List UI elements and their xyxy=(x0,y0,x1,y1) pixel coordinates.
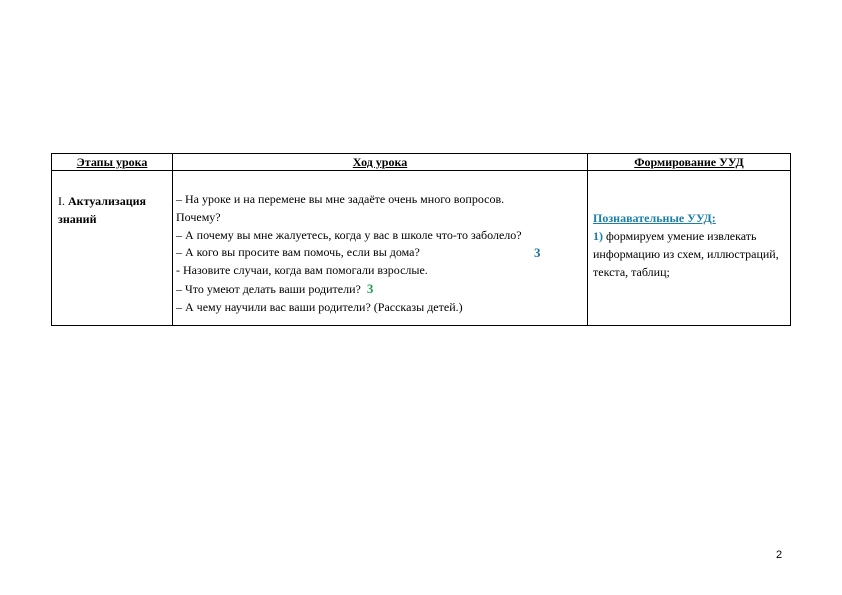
stage-cell xyxy=(52,171,173,326)
lesson-flow-cell xyxy=(173,171,588,326)
flow-line-text: – На уроке и на перемене вы мне задаёте очень много вопросов. xyxy=(176,192,505,206)
blue-mark: 3 xyxy=(534,245,541,261)
header-stages: Этапы урока xyxy=(52,154,173,171)
uud-item-text: формируем умение извлекать информацию из схем, иллюстраций, текста, таблиц; xyxy=(593,229,779,279)
flow-line xyxy=(176,209,584,227)
stage-number: I. xyxy=(58,194,65,208)
flow-line xyxy=(176,244,584,262)
table-header-row xyxy=(52,154,791,171)
lesson-table xyxy=(51,153,791,326)
stage-name: Актуализация знаний xyxy=(58,194,147,226)
flow-line-text: – А чему научили вас ваши родители? (Рассказы детей.) xyxy=(176,299,463,314)
flow-line xyxy=(176,262,584,280)
header-uud: Формирование УУД xyxy=(588,154,791,171)
flow-line xyxy=(176,191,584,209)
uud-cell xyxy=(588,171,791,326)
flow-line xyxy=(176,280,584,299)
flow-line-text: – Что умеют делать ваши родители? xyxy=(176,281,361,296)
uud-item xyxy=(593,227,786,281)
uud-item-number: 1) xyxy=(593,229,603,243)
flow-line xyxy=(176,227,584,245)
flow-line-text: - Назовите случаи, когда вам помогали взрослые. xyxy=(176,263,428,278)
green-mark: 3 xyxy=(366,280,374,296)
flow-line-text: – А кого вы просите вам помочь, если вы дома? xyxy=(176,245,420,260)
header-lesson-flow: Ход урока xyxy=(173,154,588,171)
flow-line-text: Почему? xyxy=(176,209,221,224)
flow-line xyxy=(176,299,584,317)
flow-line-text: – А почему вы мне жалуетесь, когда у вас в школе что-то заболело? xyxy=(176,227,522,242)
page-number: 2 xyxy=(776,549,783,561)
table-row xyxy=(52,171,791,326)
uud-title: Познавательные УУД: xyxy=(593,211,716,225)
